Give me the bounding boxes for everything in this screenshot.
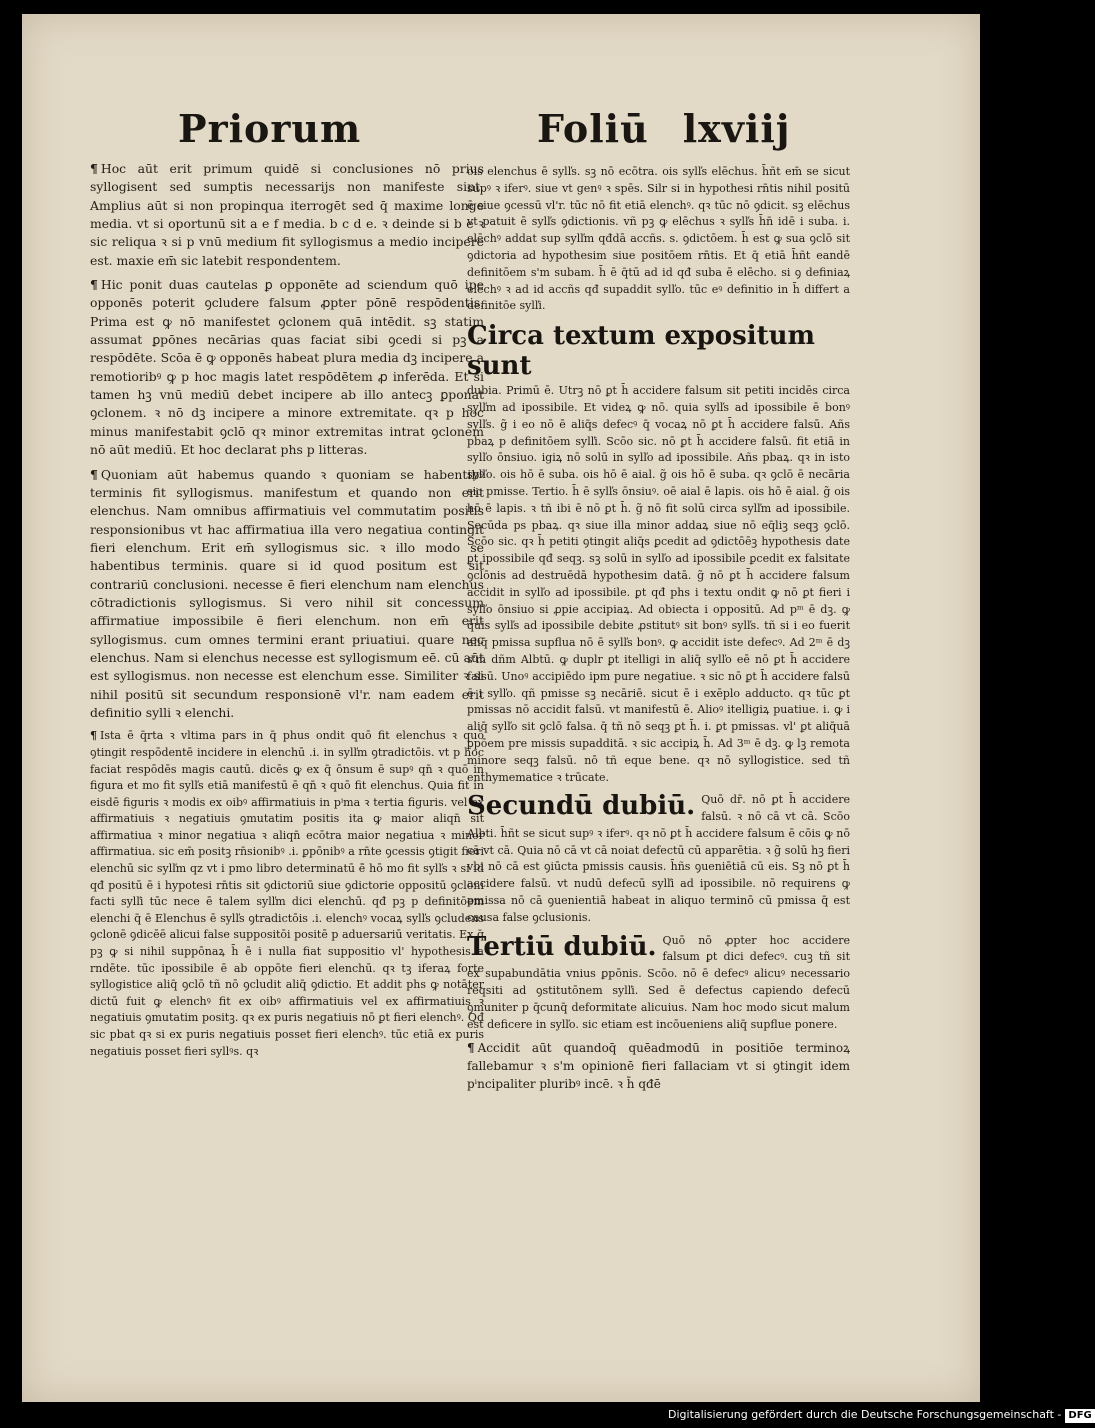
right-column (467, 164, 850, 1093)
right-paragraph-2: dubia. Primū ē. Utrꝫ nō ꝑt h̄ accidere falsum sit petiti incidēs circa sylľm ad ipossibile. Et videꝝ ꝙ nō. quia sylľs ad ipossibile ē bonꝰ sylľs. g̃ i eo nō ē aliq̄s defecꝰ q̄ vocaꝝ nō ꝑt h̄ accidere falsū. Añs pbaꝝ p definitōem sylľi. Scōo sic. nō ꝑt h̄ accidere falsū. fit etiā in sylľo ōnsiuo. igiꝝ nō solū in sylľo ad ipossibile. Añs pbaꝝ. qꝛ in isto sylľo. ois hō ē suba. ois hō ē aial. g̃ ois hō ē suba. qꝛ ꝯclō ē necāria sic pmisse. Tertio. h̄ ē sylľs ōnsiuꝰ. oē aial ē lapis. ois hō ē aial. g̃ ois hō ē lapis. ꝛ tñ ibi ē nō ꝑt h̄. g̃ nō fit solū circa sylľm ad ipossibile. Secūda ps pbaꝝ. qꝛ siue illa minor addaꝝ siue nō eq̄liꝫ seqꝫ ꝯclō. Scōo sic. qꝛ h̄ petiti ꝯtingit aliq̄s ꝑcedit ad ꝯdictōēꝫ hypothesis date ꝑt ipossibile qđ seqꝫ. sꝫ solū in sylľo ad ipossibile ꝑcedit ex falsitate ꝯclōnis ad destruēdā hypothesim datā. g̃ nō ꝑt h̄ accidere falsum accidit in sylľo ad ipossibile. ꝑt qđ phs i textu ondit ꝙ nō ꝑt fieri i sylľo ōnsiuo si ꝓpie accipiaꝝ. Ad obiecta i oppositū. Ad pᵐ ē dꝫ. ꝙ q̄uis sylľs ad ipossibile debite ꝓstitutꝰ sit bonꝰ sylľs. tñ si i eo fuerit aliq̄ pmissa supflua nō ē sylľs bonꝰ. ꝙ accidit iste defecꝰ. Ad 2ᵐ ē dꝫ s'm dñm Albtū. ꝙ duplr ꝑt itelligi in aliq̄ sylľo eē nō ꝑt h̄ accidere falsū. Unoꝰ accipiēdo ipm pure negatiue. ꝛ sic nō ꝑt h̄ accidere falsū ē i sylľo. qñ pmisse sꝫ necāriē. sicut ē i exēplo adducto. qꝛ tūc ꝑt pmissas nō accidit falsū. vt manifestū ē. Alioꝰ itelligiꝝ puatiue. i. ꝙ i aliq̄ sylľo sit ꝯclō falsa. q̄ tñ nō seqꝫ ꝑt h̄. i. ꝑt pmissas. vl' ꝑt aliq̄uā ꝑpōem pre missis supadditā. ꝛ sic accipiꝝ h̄. Ad 3ᵐ ē dꝫ. ꝙ lꝫ remota minore seqꝫ falsū. nō tñ eque bene. qꝛ nō syllogistice. sed tñ enthymematice ꝛ trūcate. (467, 384, 850, 784)
scanned-page (22, 14, 980, 1402)
left-paragraph-4: ¶ Ista ē q̄rta ꝛ vltima pars in q̄ phus ondit quō fit elenchus ꝛ quō ꝯtingit respōdentē incidere in elenchū .i. in sylľm ꝯtradictōis. vt p hoc faciat respōdēs magis cautū. dicēs ꝙ ex q̄ ōnsum ē supꝰ qn̄ ꝛ quō in figura et mo fit sylľs etiā manifestū ē qn̄ ꝛ quō fit elenchus. Quia fit in eisdē figuris ꝛ modis ex oibꝰ affirmatiuis in pⁱma ꝛ tertia figuris. vel ex affirmatiuis ꝛ negatiuis ꝯmutatim positis ita ꝙ maior aliqn̄ sit affirmatiua ꝛ minor negatiua ꝛ aliqn̄ ecōtra maior negatiua ꝛ minor affirmatiua. sic em̄ positꝫ rn̄sionibꝰ .i. ꝑpōnibꝰ a rn̄te ꝯcessis ꝯtigit fieri elenchū sic sylľm qz vt i pmo libro determinatū ē̄ hō mo fit sylľs ꝛ si id qđ positū ē i hypotesi rn̄tis sit ꝯdictoriū siue ꝯdictorie oppositū ꝯcloni facti sylľi tūc nece ē talem sylľm dici elenchū. qđ pꝫ p definitōem elenchi q̄ ē Elenchus ē sylľs ꝯtradictōis .i. elenchꝰ vocaꝝ sylľs ꝯcludens ꝯclonē ꝯdicēē alicui false suppositōi positē p aduersariū veritatis. Ex q̄ pꝫ ꝙ si nihil suppōnaꝝ h̄ ē i nulla fiat suppositio vl' hypothesis a rndēte. tūc ipossibile ē ab oppōte fieri elenchū. qꝛ tꝫ iferaꝝ forte syllogistice aliq̄ ꝯclō tñ nō ꝯcludit aliq̄ ꝯdictio. Et addit phs ꝙ notāter dictū fuit ꝙ elenchꝰ fit ex oibꝰ affirmatiuis vel ex affirmatiuis ꝛ negatiuis ꝯmutatim positꝫ. qꝛ ex puris negatiuis nō ꝑt fieri elenchꝰ. Qđ sic pbat qꝛ si ex puris negatiuis posset fieri elenchꝰ. tūc etiā ex puris negatiuis posset fieri syllꝰs. qꝛ (90, 729, 484, 1058)
left-paragraph-3: ¶ Quoniam aūt habemus quando ꝛ quoniam se habentibꝰ terminis fit syllogismus. manifestum et quando non erit elenchus. Nam omnibus affirmatiuis vel commutatim positis responsionibus vt hac affirmatiua illa vero negatiua contingit fieri elenchum. Erit em̄ syllogismus sic. ꝛ illo modo se habentibus terminis. quare si id quod positum est sit contrariū conclusioni. necesse ē fieri elenchum nam elenchus cōtradictionis syllogismus. Si vero nihil sit concessum affirmatiue impossibile ē fieri elenchum. non em̄ erit syllogismus. cum omnes termini erant priuatiui. quare nec elenchus. Nam si elenchus necesse est syllogismum eē. cū aūt est syllogismus. non necesse est elenchum esse. Similiter ꝛ si nihil positū sit secundum responsionē vl'r. nam eadem erit definitio sylli ꝛ elenchi. (90, 466, 484, 720)
section-heading-secundum: Secundū dubiū. (467, 791, 696, 822)
left-column (90, 160, 484, 1060)
section-heading-tertium: Tertiū dubiū. (467, 931, 657, 962)
pilcrow-icon: ¶ (90, 277, 98, 293)
running-head-right (537, 106, 791, 151)
right-paragraph-1: ois elenchus ē sylľs. sꝫ nō ecōtra. ois sylľs elēchus. h̄ñt em̄ se sicut supꝰ ꝛ iferꝰ. siue vt genꝰ ꝛ spēs. Silr si in hypothesi rn̄tis nihil positū ē siue ꝯcessū vl'r. tūc nō fit etiā elenchꝰ. qꝛ tūc nō ꝯdicit. sꝫ elēchus vt patuit ē sylľs ꝯdictionis. vñ pꝫ ꝙ elēchus ꝛ sylľs h̄n̄ idē i suba. i. elēchꝰ addat sup sylľm qđdā accñs. s. ꝯdictōem. h̄ est ꝙ sua ꝯclō sit ꝯdictoria ad hypothesim siue positōem rn̄tis. Et q̄ etiā h̄ñt eandē definitōem s'm subam. h̄ ē q̄tū ad id qđ suba ē elēcho. si ꝯ definiaꝝ elēchꝰ ꝛ ad id accñs qđ supaddit sylľo. tūc eꝰ definitio in h̄ differt a definitōe sylľi. (467, 165, 850, 313)
folio-number: lxviij (682, 106, 791, 151)
left-paragraph-2: ¶ Hic ponit duas cautelas ꝑ opponēte ad sciendum quō ipe opponēs poterit ꝯcludere falsum ꝓpter pōnē respōdentis. Prima est ꝙ nō manifestet ꝯclonem quā intēdit. sꝫ statim assumat ꝑpōnes necārias quas faciat sibi ꝯcedi si pꝫ a respōdēte. Scōa ē ꝙ opponēs habeat plura media dꝫ incipere a remotioribꝰ ꝙ p hoc magis latet respōdētem ꝓ inferēda. Et si tamen hꝫ vnū mediū debet incipere ab illo antecꝫ ꝑponat ꝯclonem. ꝛ nō dꝫ incipere a minore extremitate. qꝛ p hoc minus manifestabit ꝯclō qꝛ minor extremitas intrat ꝯclonem nō aūt mediū. Et hoc declarat phs p litteras. (90, 277, 484, 458)
folio-word: Foliū (537, 106, 649, 151)
running-head-left: Priorum (178, 106, 362, 151)
digitization-footer (668, 1405, 1092, 1425)
pilcrow-icon: ¶ (90, 466, 98, 482)
pilcrow-icon: ¶ (90, 729, 97, 743)
right-paragraph-5: ¶ Accidit aūt quandoq̄ quēadmodū in positiōe terminoꝝ fallebamur ꝛ s'm opinionē fieri fallaciam vt si ꝯtingit idem pⁱncipaliter pluribꝰ incē. ꝛ h̄ qđē (467, 1041, 850, 1092)
right-paragraph-3: Secundū dubiū. Quō dr̄. nō ꝑt h̄ accidere falsū. ꝛ nō cā vt cā. Scōo Albti. h̄ñt se sicut supꝰ ꝛ iferꝰ. qꝛ nō ꝑt h̄ accidere falsum ē cōis ꝙ nō cā vt cā. Quia nō cā vt cā noiat defectū cū apparētia. ꝛ g̃ solū hꝫ fieri vbi nō cā est ꝯiūcta pmissis causis. h̄ñs ꝯueniētiā cū eis. Sꝫ nō ꝑt h̄ accidere falsū. vt nudū defecū sylľi ad ipossibile. nō requirens ꝙ pmissa nō cā ꝯuenientiā habeat in aliquo terminō cū pmissa q̄ est causa false ꝯclusionis. (467, 791, 850, 924)
funding-notice: Digitalisierung gefördert durch die Deutsche Forschungsgemeinschaft - (668, 1408, 1062, 1421)
pilcrow-icon: ¶ (467, 1041, 475, 1056)
left-paragraph-1: ¶ Hoc aūt erit primum quidē si conclusiones nō prius syllogisent sed sumptis necessarijs non manifeste sint. Amplius aūt si non propinqua iterrogēt sed q̄ maxime longe media. vt si oportunū sit a e f media. b c d e. ꝛ deinde si b e ꝛ sic reliqua ꝛ si p vnū medium fit syllogismus a medio incipere est. maxie em̄ sic latebit respondentem. (90, 161, 484, 268)
pilcrow-icon: ¶ (90, 161, 98, 176)
dfg-logo: DFG (1065, 1409, 1094, 1423)
section-heading-circa: Circa textum expositum sunt (467, 321, 816, 382)
right-paragraph-4: Tertiū dubiū. Quō nō ꝓpter hoc accidere falsum ꝑt dici defecꝰ. cuꝫ tñ sit ex supabundātia vnius ꝑpōnis. Scōo. nō ē defecꝰ alicuꝰ necessario reqsiti ad ꝯstitutōnem sylľi. Sed ē defectus capiendo defecū ꝯmuniter p q̄cunq̄ deformitate alicuius. Nam hoc modo sicut malum est deficere in sylľo. sic etiam est incōueniens aliq̄ supflue ponere. (467, 931, 850, 1031)
